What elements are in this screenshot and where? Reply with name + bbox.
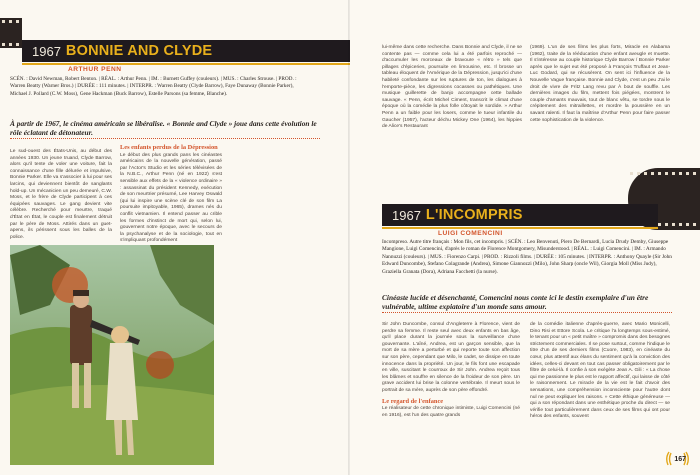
right-lower-column-1 [382, 322, 520, 419]
section-subhead: Le regard de l'enfance [382, 397, 444, 405]
right-body-column-1: lui-même dans cette recherche. Dans Bonnie and Clyde, il ne se contente pas — comme cela lui a été parfois reproché — d'accumuler les morceaux de bravoure « rétro » tels que pillages d'épiceries, poursuite en limousine, etc. Il brosse un tableau éloquent de l'Amérique de la Dépression, jusqu'ici d'une habileté confondante sur les ruptures de ton, les dialogues à l'emporte-pièce, les digressions cocasses ou pathétiques. Une musique guillerette de banjo accompagne cette ballade sauvage. « Penn, écrit Michel Ciment, transcrit le climat d'une époque où la comédie la plus folle côtoyait le sordide. » Arthur Penn a un faible pour les losers, comme le tueur infantile du Gaucher (1957), l'acteur déchu Mickey One (1964), les hippies de Alice's Restaurant [382, 45, 522, 130]
film-title: BONNIE AND CLYDE [65, 43, 213, 59]
film-strip-decoration [0, 18, 22, 48]
body-column-2 [120, 145, 222, 245]
film-still-photo [10, 245, 214, 465]
page-number: 167 [674, 456, 686, 463]
right-lower-column-1-text: Sir John Duncombe, consul d'Angleterre à Florence, vient de perdre sa femme. Il reste seul avec deux enfants en bas âge, qu'il place durant la journée sous la surveillance d'une gouvernante. L'aîné, Andrea, est un garçon sensible, que la mort de sa mère a perturbé et qui reporte toute son affection sur son père, cependant que Milo, le cadet, se dissipe en toute innocence dans la propriété. Un jour, le fils font une escapade en ville, suscitant le courroux de Sir John. Andrea reçoit tous les blâmes et souffre en silence de la froideur de son père. Un grave accident lui brise la colonne vertébrale. Il meurt sous le portrait de sa mère, auprès de son père effondré. [382, 322, 520, 393]
title-bar-bonnie-and-clyde [22, 40, 350, 62]
director-name: ARTHUR PENN [68, 66, 122, 73]
film-year: 1967 [392, 207, 421, 223]
film-credits: Incompreso. Autre titre français : Mon fils, cet incompris. | SCÉN. : Leo Benvenuti, Piero De Bernardi, Lucia Drudy Demby, Giuseppe Mangione, Luigi Comencini, d'après le roman de Florence Montgomery, Misunderstood. | RÉAL. : Luigi Comencini. | IM. : Armando Nannuzzi (couleurs). | MUS. : Fiorenzo Carpi. | PROD. : Rizzoli films. | DURÉE : 105 minutes. | INTERPR. : Anthony Quayle (Sir John Edward Duncombe), Stefano Colagrande (Andrea), Simone Giannozzi (Milo), John Sharp (oncle Wil), Giorgia Moll (Miss Judy), Graziella Granata (Dora), Adriana Facchetti (la nurse). [382, 239, 672, 275]
film-title: L'INCOMPRIS [425, 207, 523, 223]
film-credits: SCÉN. : David Newman, Robert Benton. | RÉAL. : Arthur Penn. | IM. : Burnett Guffey (couleurs). | MUS. : Charles Strouse. | PROD. : Warren Beatty (Warner Bros.) | DURÉE : 111 minutes. | INTERPR. : Warren Beatty (Clyde Barrow), Faye Dunaway (Bonnie Parker), Michael J. Pollard (C.W. Moss), Gene Hackman (Buck Barrow), Estelle Parsons (sa femme, Blanche). [10, 76, 297, 97]
film-year: 1967 [32, 43, 61, 59]
right-page [350, 0, 700, 475]
film-still-image [10, 245, 214, 465]
film-tagline: À partir de 1967, le cinéma américain se libéralise. « Bonnie and Clyde » joue dans cette évolution le rôle éclatant de détonateur. [10, 119, 320, 137]
title-bar-lincompris [382, 204, 658, 226]
body-column-2-text: Le début des plus grands pans les cinéastes américains de la nouvelle génération, passé par l'Actor's Studio et les séries télévisées de la N.B.C., Arthur Penn (né en 1922) s'est sensible aux effets de la « violence ordinaire » : assassinat du président Kennedy, exécution de son meurtrier présumé, Lee Harvey Oswald (qui lui inspire une scène clé de son film La poursuite impitoyable, 1965), drames nés du conflit vietnamien. Il entend passer au crible les formes d'instinct de mort qui, selon lui, gouvernent notre époque, avec le secours de la psychanalyse et de la sociologie, tout en s'impliquant profondément [120, 152, 222, 244]
right-body-column-2: (1969). L'un de ses films les plus forts, Miracle en Alabama (1962), traite de la rééducation d'une enfant aveugle et muette. Il s'intéresse au couple historique Clyde Barrow / Bonnie Parker après que le sujet eut été proposé à François Truffaut et Jean-Luc Godard, qui se récusèrent. On sent ici l'influence de la Nouvelle Vague française. Bonnie and Clyde, c'est un peu J'ai le droit de vivre de Fritz Lang revu par À bout de souffle. Les dernières images du film, mettent fois piégées, montrent le couple d'amants mauvais, tout de blanc vêtu, se tordre sous le crépitement des mitraillettes, et mordre la poussière en un savant ralenti. Il faut la maîtrise d'Arthur Penn pour faire passer cette sophistication de la violence. [530, 45, 670, 123]
right-lower-column-1b-text: Le réalisateur de cette chronique intimiste, Luigi Comencini (né en 1916), est l'un des quatre grands [382, 406, 520, 418]
section-subhead: Les enfants perdus de la Dépression [120, 144, 218, 151]
film-tagline: Cinéaste lucide et désenchanté, Comencini nous conte ici le destin exemplaire d'un être vulnérable, ultime expiatoire d'un monde sans amour. [382, 293, 672, 311]
director-name: LUIGI COMENCINI [438, 230, 503, 237]
body-column-1: Le sud-ouest des États-Unis, au début des années 1930. Un jeune truand, Clyde Barrow, alors qu'il tente de voler une voiture, fait la connaissance d'une fille délurée et impulsive, Bonnie Parker. Elle va s'associer à lui pour ses larcins, qui deviennent bientôt de sanglants hold-up. Un mécanicien un peu demeuré, C.W. Moss, et le frère de Clyde participent à ces équipées sauvages. Le gang devient vite célèbre. Recherché pour meurtre, traqué d'État en État, le couple est finalement détruit par le père de Moss. Attirés dans un guet-apens, ils périssent sous les balles de la police. [10, 149, 112, 240]
right-lower-column-2: de la comédie italienne d'après-guerre, avec Mario Monicelli, Dino Risi et Ettore Scola. Le critique l'a longtemps sous-estimé, le tenant pour un « petit maître » compromis dans des besognes strictement commerciales. Il se pose surtout, comme l'indique le titre d'un de ses derniers films (Cuore, 1983), en cinéaste du cœur, plus attentif aux élans du sentiment qu'à la conviction des idées, celles-ci devant en tout cas passer obligatoirement par le filtre de celui-là. Il confie à son exégète Jean A. Gili : « La chose qui me passionne le plus est le rapport affectif, qui laisse de côté le raisonnement. Le miracle de la vie est le fait d'avoir des sensations, une compréhension inconsciente pour l'autre dont nul ne peut expliquer les raisons. » Cette éthique généreuse — qui a son répondant dans une esthétique proche du direct — se vérifie tout particulièrement dans ceux de ses films qui ont pour héros des enfants, souvent [530, 322, 670, 420]
